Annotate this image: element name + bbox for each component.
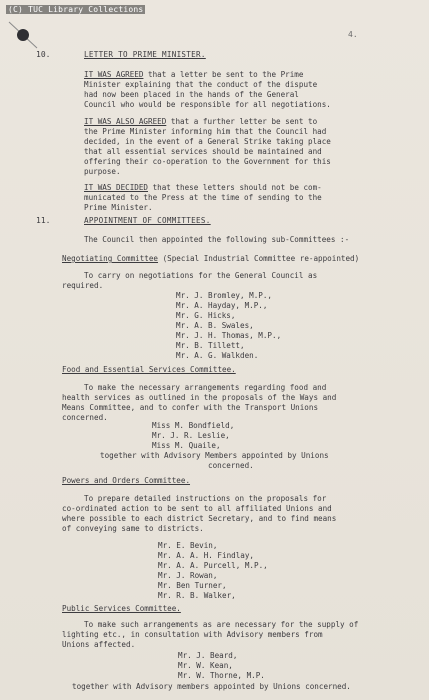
powers-member: Mr. A. A. Purcell, M.P., xyxy=(158,561,268,570)
food-desc-3: concerned. xyxy=(62,413,108,422)
para2-line-0: IT WAS ALSO AGREED that a further letter be sent to xyxy=(84,117,318,126)
negotiating-member: Mr. J. Bromley, M.P., xyxy=(176,291,273,300)
section-11-title: APPOINTMENT OF COMMITTEES. xyxy=(84,216,211,225)
para1-line-2: had now been placed in the hands of the General xyxy=(84,90,299,99)
section-11-number: 11. xyxy=(36,216,51,225)
public-member: Mr. W. Kean, xyxy=(178,661,233,670)
food-desc-1: health services as outlined in the proposals of the Ways and xyxy=(62,393,337,402)
food-title: Food and Essential Services Committee. xyxy=(62,365,236,374)
negotiating-member: Mr. G. Hicks, xyxy=(176,311,236,320)
powers-member: Mr. J. Rowan, xyxy=(158,571,218,580)
powers-desc-2: where possible to each district Secretary, and to find means xyxy=(62,514,337,523)
para3-decided: IT WAS DECIDED xyxy=(84,183,149,192)
public-member: Mr. J. Beard, xyxy=(178,651,238,660)
food-member: Mr. J. R. Leslie, xyxy=(152,431,230,440)
food-together-0: together with Advisory Members appointed by Unions xyxy=(100,451,329,460)
public-member: Mr. W. Thorne, M.P. xyxy=(178,671,265,680)
food-together-1: concerned. xyxy=(208,461,254,470)
public-desc-2: Unions affected. xyxy=(62,640,136,649)
negotiating-member: Mr. A. B. Swales, xyxy=(176,321,254,330)
negotiating-member: Mr. A. G. Walkden. xyxy=(176,351,259,360)
food-desc-0: To make the necessary arrangements regarding food and xyxy=(84,383,327,392)
public-desc-1: lighting etc., in consultation with Advisory members from xyxy=(62,630,323,639)
para3-line-1: municated to the Press at the time of sending to the xyxy=(84,193,322,202)
para1-line-0: IT WAS AGREED that a letter be sent to the Prime xyxy=(84,70,304,79)
negotiating-note: (Special Industrial Committee re-appointed) xyxy=(158,254,360,263)
negotiating-member: Mr. A. Hayday, M.P., xyxy=(176,301,268,310)
negotiating-desc-0: To carry on negotiations for the General Council as xyxy=(84,271,318,280)
powers-member: Mr. E. Bevin, xyxy=(158,541,218,550)
public-title: Public Services Committee. xyxy=(62,604,181,613)
negotiating-desc-1: required. xyxy=(62,281,104,290)
powers-title: Powers and Orders Committee. xyxy=(62,476,191,485)
powers-desc-3: of conveying same to districts. xyxy=(62,524,204,533)
para2-line-4: offering their co-operation to the Government for this xyxy=(84,157,331,166)
negotiating-title: Negotiating Committee xyxy=(62,254,159,263)
food-member: Miss M. Quaile, xyxy=(152,441,221,450)
food-member: Miss M. Bondfield, xyxy=(152,421,235,430)
powers-desc-1: co-ordinated action to be sent to all affiliated Unions and xyxy=(62,504,332,513)
para2-line-3: that all essential services should be maintained and xyxy=(84,147,322,156)
para1-line-3: Council who would be responsible for all negotiations. xyxy=(84,100,331,109)
negotiating-member: Mr. B. Tillett, xyxy=(176,341,245,350)
para1-line-1: Minister explaining that the conduct of the dispute xyxy=(84,80,318,89)
negotiating-member: Mr. J. H. Thomas, M.P., xyxy=(176,331,282,340)
para3-line-2: Prime Minister. xyxy=(84,203,153,212)
para2-line-5: purpose. xyxy=(84,167,121,176)
para2-line-2: decided, in the event of a General Strike taking place xyxy=(84,137,331,146)
powers-member: Mr. A. A. H. Findlay, xyxy=(158,551,255,560)
section-10-title: LETTER TO PRIME MINISTER. xyxy=(84,50,206,59)
punch-hole-icon xyxy=(7,18,39,50)
powers-desc-0: To prepare detailed instructions on the proposals for xyxy=(84,494,327,503)
public-together: together with Advisory members appointed by Unions concerned. xyxy=(72,682,351,691)
powers-member: Mr. Ben Turner, xyxy=(158,581,227,590)
para1-agreed: IT WAS AGREED xyxy=(84,70,144,79)
page-number: 4. xyxy=(348,30,358,39)
section-10-number: 10. xyxy=(36,50,51,59)
negotiating-heading xyxy=(62,254,359,264)
section-11-intro: The Council then appointed the following sub-Committees :- xyxy=(84,235,350,244)
powers-member: Mr. R. B. Walker, xyxy=(158,591,236,600)
public-desc-0: To make such arrangements as are necessary for the supply of xyxy=(84,620,359,629)
para2-agreed: IT WAS ALSO AGREED xyxy=(84,117,167,126)
watermark: (C) TUC Library Collections xyxy=(8,5,144,14)
para2-line-1: the Prime Minister informing him that the Council had xyxy=(84,127,327,136)
para3-line-0: IT WAS DECIDED that these letters should not be com- xyxy=(84,183,322,192)
food-desc-2: Means Committee, and to confer with the Transport Unions xyxy=(62,403,319,412)
